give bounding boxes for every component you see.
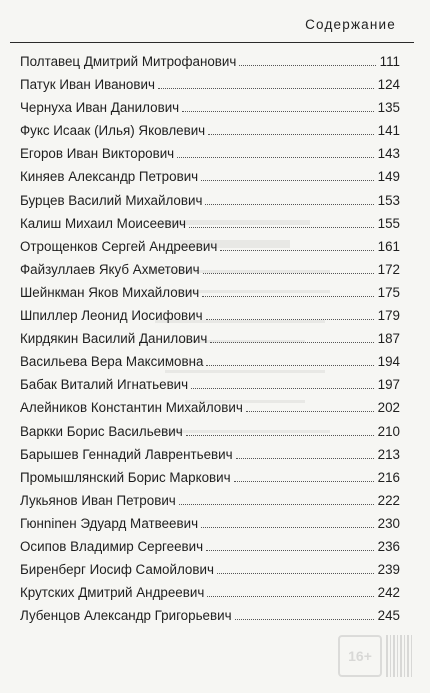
toc-page-number: 175 xyxy=(377,284,400,300)
toc-entry[interactable] xyxy=(20,235,400,258)
toc-entry-name: Киняев Александр Петрович xyxy=(20,169,199,185)
toc-entry[interactable] xyxy=(20,604,400,627)
toc-dot-leader xyxy=(206,550,374,551)
toc-dot-leader xyxy=(177,157,373,158)
toc-entry-name: Алейников Константин Михайлович xyxy=(20,400,243,416)
toc-page-number: 143 xyxy=(377,146,400,162)
toc-dot-leader xyxy=(239,65,375,66)
toc-dot-leader xyxy=(246,411,374,412)
toc-entry[interactable] xyxy=(20,373,400,396)
toc-entry[interactable] xyxy=(20,535,400,558)
toc-entry[interactable] xyxy=(20,396,400,419)
toc-dot-leader xyxy=(186,435,374,436)
toc-entry-name: Промышлянский Борис Маркович xyxy=(20,469,231,485)
toc-page-number: 245 xyxy=(377,608,400,624)
toc-dot-leader xyxy=(182,111,374,112)
toc-entry[interactable] xyxy=(20,50,400,73)
toc-page-number: 187 xyxy=(377,331,400,347)
toc-page-number: 216 xyxy=(377,469,400,485)
toc-page-number: 202 xyxy=(377,400,400,416)
toc-entry-name: Васильева Вера Максимовна xyxy=(20,354,204,370)
toc-page-number: 141 xyxy=(377,123,400,139)
toc-entry[interactable] xyxy=(20,281,400,304)
toc-entry-name: Полтавец Дмитрий Митрофанович xyxy=(20,54,237,69)
toc-dot-leader xyxy=(158,88,374,89)
toc-entry[interactable] xyxy=(20,142,400,165)
toc-page-number: 230 xyxy=(377,515,400,531)
toc-entry[interactable] xyxy=(20,165,400,188)
toc-entry[interactable] xyxy=(20,350,400,373)
toc-entry[interactable] xyxy=(20,558,400,581)
toc-dot-leader xyxy=(236,458,374,459)
toc-dot-leader xyxy=(205,204,373,205)
show-through-age-badge xyxy=(338,635,416,685)
toc-entry-name: Биренберг Иосиф Самойлович xyxy=(20,562,214,578)
toc-dot-leader xyxy=(234,481,374,482)
toc-entry-name: Патук Иван Иванович xyxy=(20,77,155,93)
toc-entry-name: Варкки Борис Васильевич xyxy=(20,423,183,439)
barcode-graphic xyxy=(386,635,414,677)
toc-page-number: 172 xyxy=(377,261,400,277)
toc-entry-name: Калиш Михаил Моисеевич xyxy=(20,215,187,231)
toc-entry-name: Отрощенков Сергей Андреевич xyxy=(20,238,218,254)
toc-page-number: 239 xyxy=(377,562,400,578)
toc-page-number: 236 xyxy=(377,538,400,554)
toc-page-number: 194 xyxy=(377,354,400,370)
toc-entry[interactable] xyxy=(20,119,400,142)
table-of-contents xyxy=(20,50,400,627)
toc-entry-name: Чернуха Иван Данилович xyxy=(20,100,180,116)
toc-entry[interactable] xyxy=(20,512,400,535)
toc-entry[interactable] xyxy=(20,420,400,443)
toc-dot-leader xyxy=(189,227,374,228)
toc-entry-name: Файзуллаев Якуб Ахметович xyxy=(20,261,200,277)
toc-dot-leader xyxy=(235,619,374,620)
toc-dot-leader xyxy=(201,180,374,181)
toc-page-number: 222 xyxy=(377,492,400,508)
toc-entry-name: Барышев Геннадий Лаврентьевич xyxy=(20,446,233,462)
toc-entry[interactable] xyxy=(20,489,400,512)
toc-dot-leader xyxy=(210,342,373,343)
toc-entry-name: Гюнninен Эдуард Матвеевич xyxy=(20,515,199,531)
toc-entry-name: Крутских Дмитрий Андреевич xyxy=(20,585,205,601)
toc-page-number: 135 xyxy=(377,100,400,116)
toc-dot-leader xyxy=(203,273,374,274)
toc-entry[interactable] xyxy=(20,73,400,96)
toc-dot-leader xyxy=(191,388,374,389)
toc-entry-name: Егоров Иван Викторович xyxy=(20,146,175,162)
toc-dot-leader xyxy=(206,319,374,320)
toc-page-number: 213 xyxy=(377,446,400,462)
toc-entry[interactable] xyxy=(20,327,400,350)
toc-entry-name: Лукьянов Иван Петрович xyxy=(20,492,176,508)
toc-page-number: 161 xyxy=(377,238,400,254)
toc-entry-name: Бурцев Василий Михайлович xyxy=(20,192,203,208)
toc-entry[interactable] xyxy=(20,189,400,212)
toc-page-number: 155 xyxy=(377,215,400,231)
toc-page-number: 197 xyxy=(377,377,400,393)
toc-entry-name: Шпиллер Леонид Иосифович xyxy=(20,308,203,324)
toc-dot-leader xyxy=(201,527,374,528)
toc-dot-leader xyxy=(220,250,373,251)
age-rating-badge: 16+ xyxy=(338,635,382,677)
toc-entry[interactable] xyxy=(20,96,400,119)
toc-dot-leader xyxy=(202,296,373,297)
toc-entry-name: Шейнкман Яков Михайлович xyxy=(20,284,200,300)
toc-page-number: 242 xyxy=(377,585,400,601)
toc-dot-leader xyxy=(206,365,373,366)
toc-page-number: 210 xyxy=(377,423,400,439)
toc-entry[interactable] xyxy=(20,212,400,235)
toc-entry[interactable] xyxy=(20,581,400,604)
toc-entry-name: Кирдякин Василий Данилович xyxy=(20,331,208,347)
toc-entry-name: Фукс Исаак (Илья) Яковлевич xyxy=(20,123,206,139)
toc-dot-leader xyxy=(217,573,374,574)
toc-page-number: 111 xyxy=(379,54,400,69)
toc-entry[interactable] xyxy=(20,466,400,489)
toc-page-number: 149 xyxy=(377,169,400,185)
toc-dot-leader xyxy=(179,504,374,505)
toc-page-number: 124 xyxy=(377,77,400,93)
toc-entry-name: Осипов Владимир Сергеевич xyxy=(20,538,204,554)
toc-page-number: 179 xyxy=(377,308,400,324)
toc-entry-name: Лубенцов Александр Григорьевич xyxy=(20,608,232,624)
toc-entry[interactable] xyxy=(20,258,400,281)
page-header-title: Содержание xyxy=(305,17,396,32)
toc-dot-leader xyxy=(207,596,373,597)
toc-entry[interactable] xyxy=(20,443,400,466)
toc-dot-leader xyxy=(208,134,373,135)
toc-entry[interactable] xyxy=(20,304,400,327)
toc-entry-name: Бабак Виталий Игнатьевич xyxy=(20,377,189,393)
toc-page-number: 153 xyxy=(377,192,400,208)
header-divider xyxy=(10,42,414,43)
